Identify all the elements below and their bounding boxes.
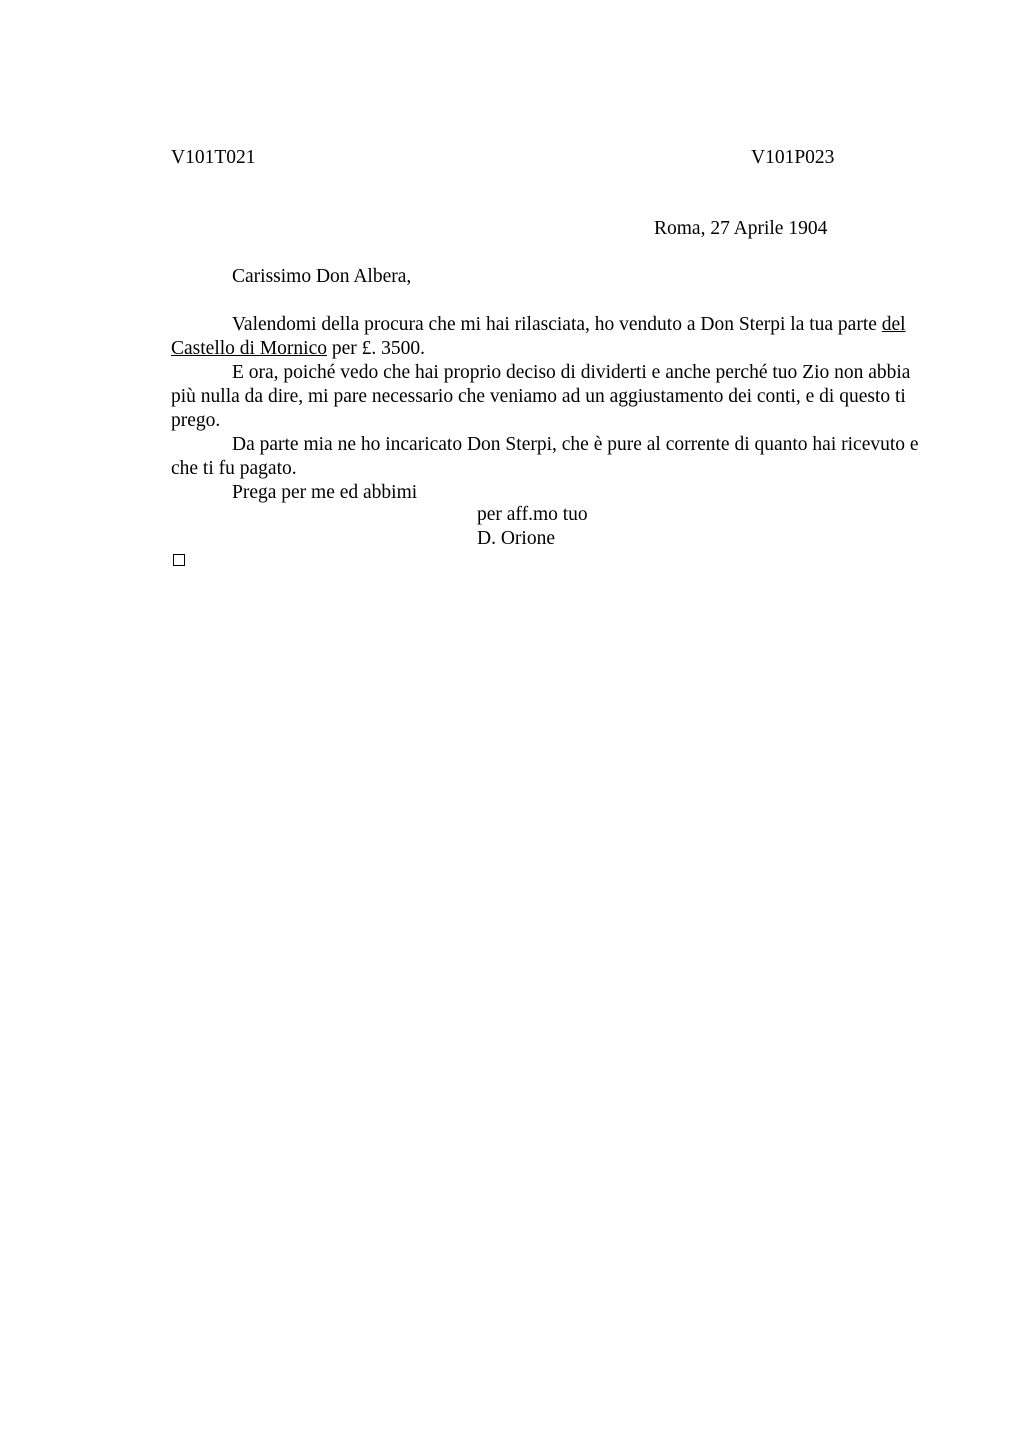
paragraph-sale-intro: Valendomi della procura che mi hai rilasciata, ho venduto a Don Sterpi la tua parte bbox=[232, 314, 882, 335]
paragraph-accounts: E ora, poiché vedo che hai proprio deciso di dividerti e anche perché tuo Zio non abbia più nulla da dire, mi pare necessario che veniamo ad un aggiustamento dei conti, e di questo ti prego. bbox=[171, 362, 911, 431]
letter-date: Roma, 27 Aprile 1904 bbox=[654, 218, 828, 239]
castle-name-underlined: del Castello di Mornico bbox=[171, 314, 906, 359]
reference-code-right: V101P023 bbox=[751, 147, 835, 168]
paragraph-sterpi: Da parte mia ne ho incaricato Don Sterpi, che è pure al corrente di quanto hai ricevuto e che ti fu pagato. bbox=[171, 434, 919, 479]
empty-square-icon bbox=[173, 554, 185, 566]
letter-closing bbox=[477, 503, 588, 551]
paragraph-sale-price: per £. 3500. bbox=[326, 338, 426, 359]
signature: D. Orione bbox=[477, 528, 555, 549]
letter-body bbox=[171, 313, 931, 505]
paragraph-prayer: Prega per me ed abbimi bbox=[232, 482, 418, 503]
letter-salutation: Carissimo Don Albera, bbox=[232, 266, 412, 287]
closing-phrase: per aff.mo tuo bbox=[477, 504, 588, 525]
reference-code-left: V101T021 bbox=[171, 147, 256, 168]
paragraph-sale bbox=[171, 313, 931, 361]
